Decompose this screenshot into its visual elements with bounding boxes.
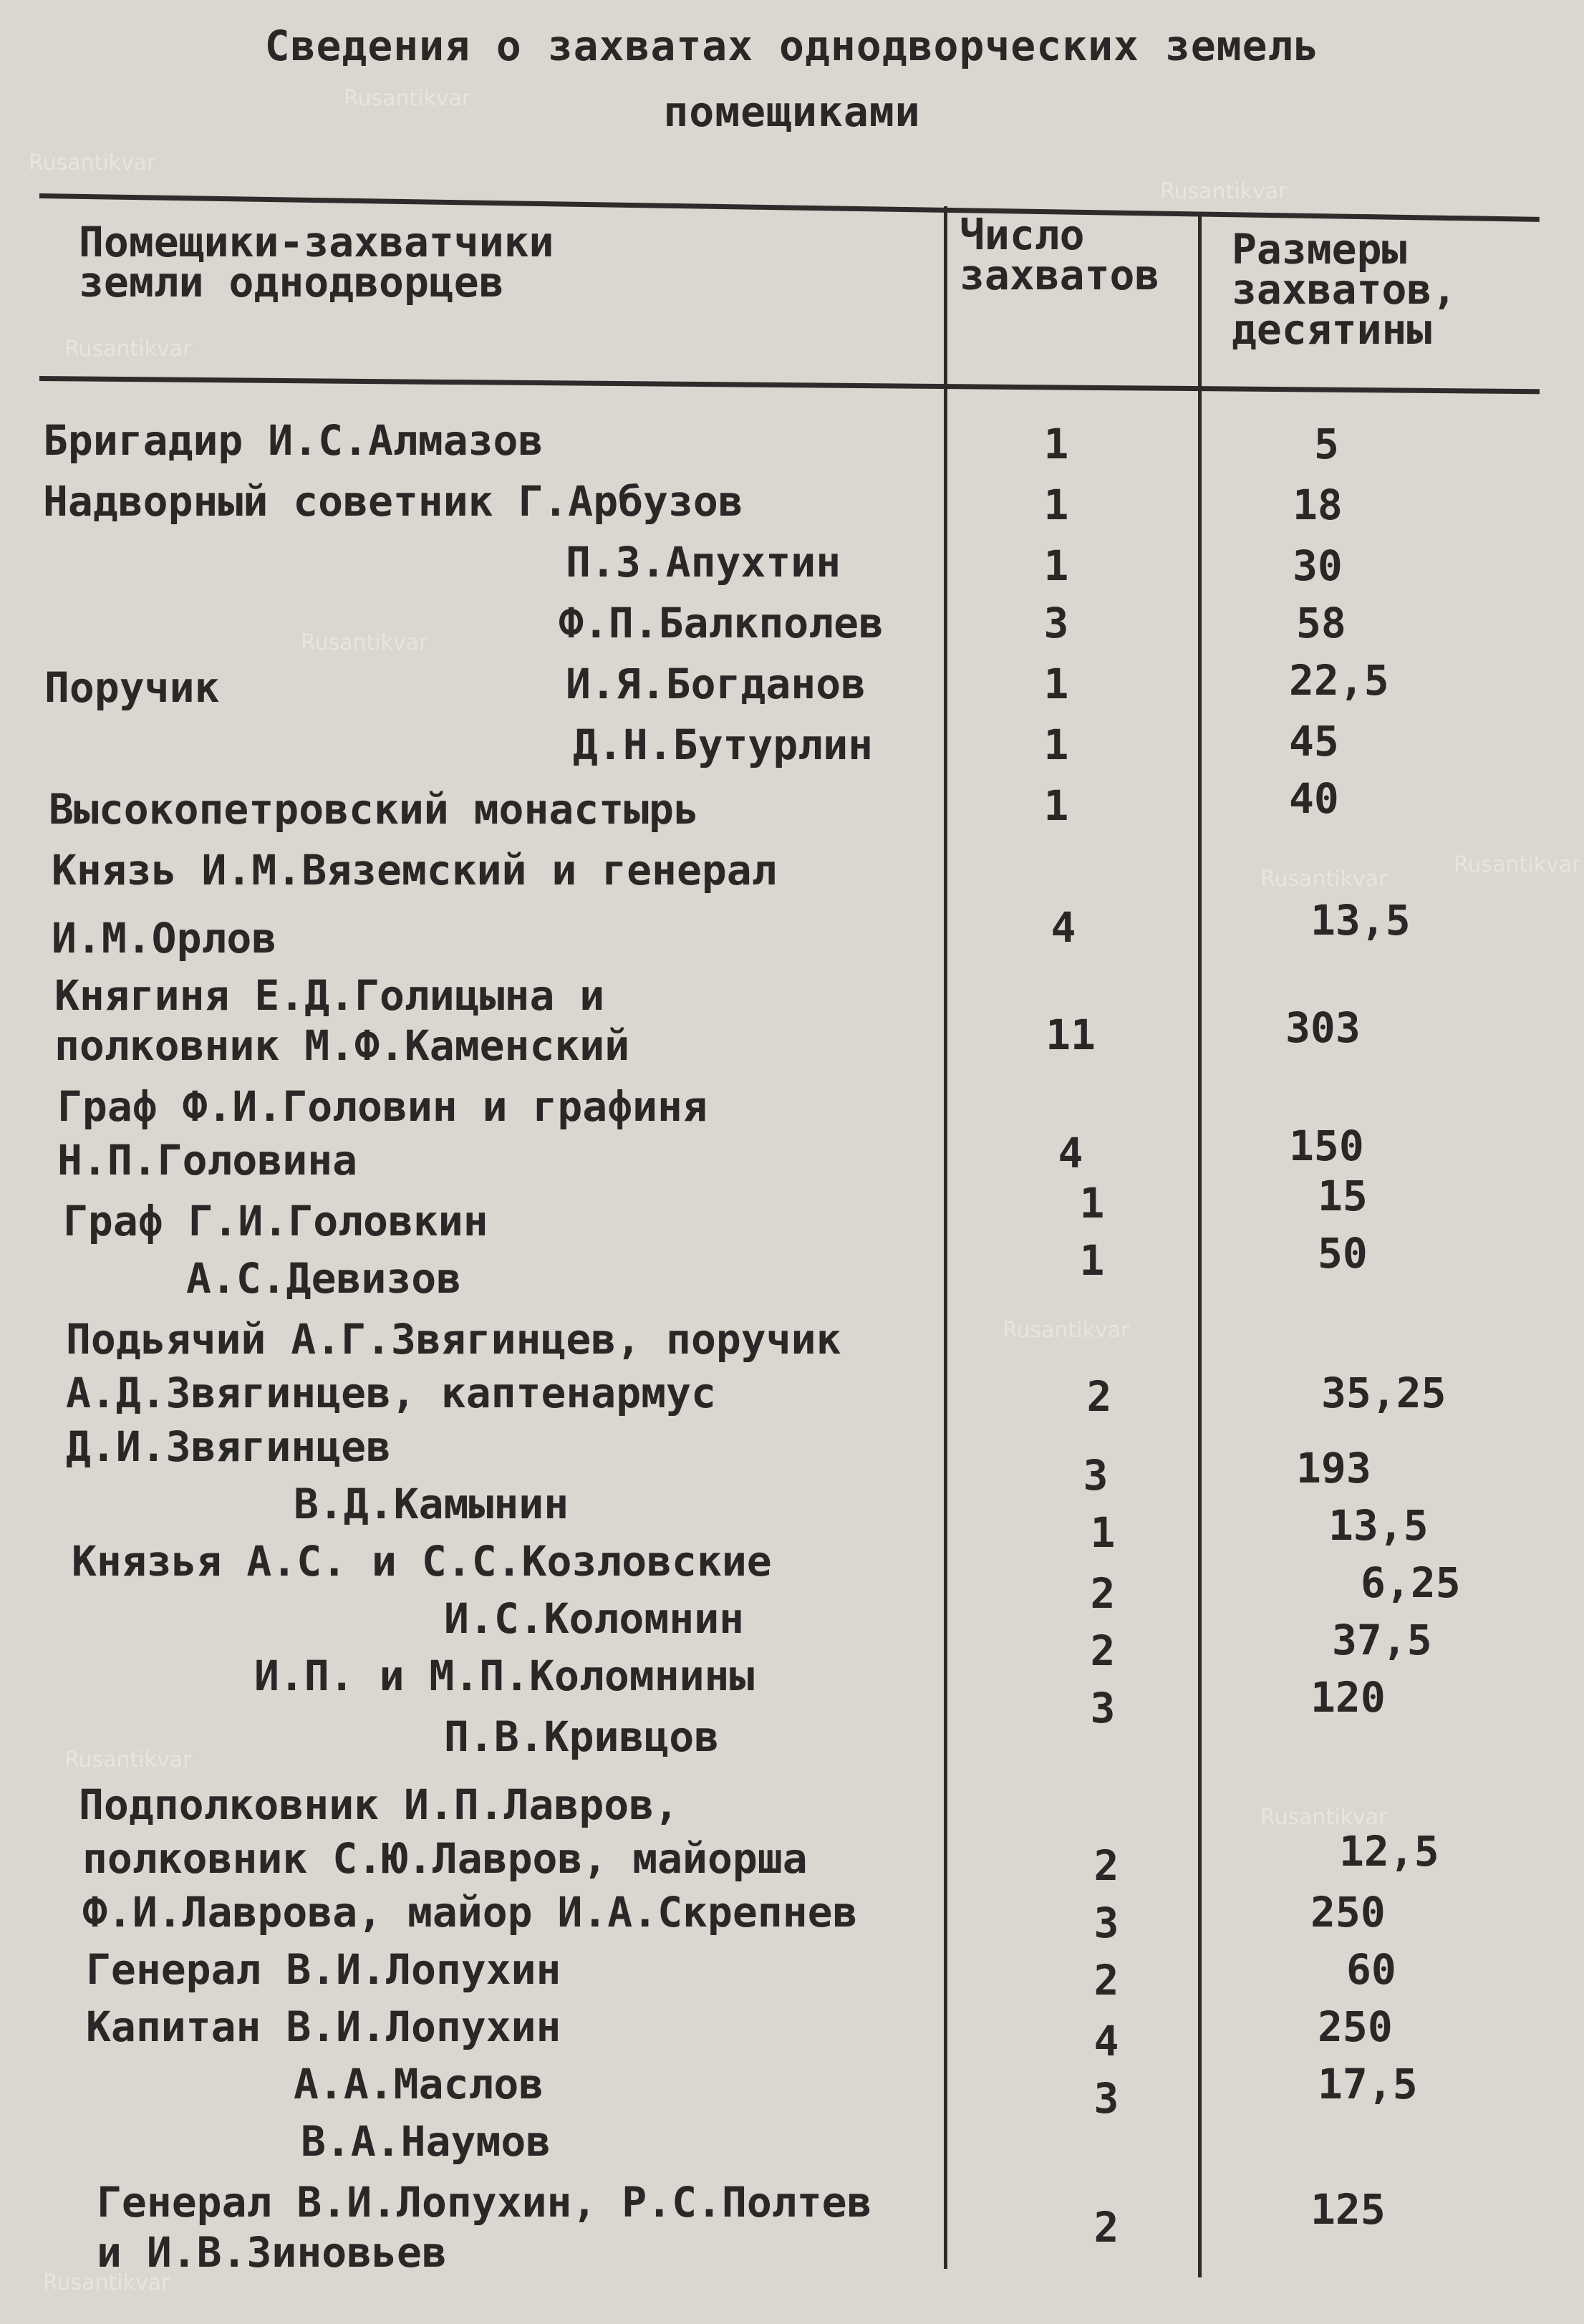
owner-cell: Надворный советник Г.Арбузов [43, 477, 743, 526]
owner-cell: А.А.Маслов [294, 2060, 544, 2108]
count-cell: 1 [1079, 1179, 1105, 1228]
owner-cell: Д.И.Звягинцев [66, 1422, 391, 1471]
header-size-line: Размеры [1232, 225, 1407, 274]
size-cell: 30 [1293, 541, 1343, 590]
size-cell: 22,5 [1289, 656, 1389, 705]
document-title-line2: помещиками [663, 87, 921, 136]
header-owners [79, 218, 554, 307]
size-cell: 303 [1285, 1003, 1361, 1052]
watermark: Rusantikvar [344, 86, 471, 111]
owner-cell: П.В.Кривцов [444, 1712, 720, 1761]
header-owners-line: Помещики-захватчики [79, 218, 554, 266]
count-cell: 4 [1093, 2017, 1119, 2065]
size-cell: 58 [1296, 599, 1346, 647]
size-cell: 13,5 [1328, 1501, 1429, 1550]
owner-cell: Д.Н.Бутурлин [573, 720, 874, 769]
owner-cell: А.С.Девизов [186, 1254, 462, 1303]
owner-cell: В.Д.Камынин [294, 1480, 569, 1528]
watermark: Rusantikvar [43, 2270, 170, 2295]
size-cell: 125 [1310, 2185, 1386, 2234]
count-cell: 3 [1083, 1451, 1109, 1500]
count-cell: 4 [1058, 1129, 1083, 1177]
count-cell: 11 [1045, 1011, 1096, 1059]
count-cell: 2 [1090, 1626, 1116, 1675]
owner-cell: Подьячий А.Г.Звягинцев, поручик [66, 1315, 841, 1364]
header-count-line: Число [960, 211, 1085, 259]
watermark: Rusantikvar [301, 630, 428, 655]
watermark: Rusantikvar [64, 1747, 192, 1773]
count-cell: 1 [1079, 1236, 1105, 1285]
count-cell: 2 [1090, 1569, 1116, 1618]
count-cell: 1 [1043, 781, 1069, 830]
count-cell: 2 [1093, 1841, 1119, 1890]
column-divider-1 [944, 206, 947, 2269]
size-cell: 18 [1293, 481, 1343, 529]
table-header-rule [39, 376, 1540, 394]
size-cell: 17,5 [1318, 2060, 1418, 2108]
document-title: Сведения о захватах однодворческих земель [264, 21, 1320, 70]
count-cell: 1 [1043, 720, 1069, 769]
owner-cell: Капитан В.И.Лопухин [86, 2002, 561, 2051]
owner-cell: Поручик [44, 663, 220, 712]
size-cell: 150 [1289, 1122, 1364, 1170]
size-cell: 120 [1310, 1673, 1386, 1722]
size-cell: 60 [1346, 1945, 1396, 1994]
owner-cell: Н.П.Головина [57, 1136, 358, 1185]
header-count-line: захватов [960, 251, 1160, 299]
owner-cell: П.З.Апухтин [566, 538, 841, 587]
count-cell: 3 [1090, 1684, 1116, 1732]
watermark: Rusantikvar [1454, 852, 1581, 877]
size-cell: 250 [1318, 2002, 1393, 2051]
column-divider-2 [1198, 215, 1202, 2277]
owner-cell: Высокопетровский монастырь [49, 785, 699, 834]
size-cell: 40 [1289, 774, 1339, 823]
owner-cell: Ф.И.Лаврова, майор И.А.Скрепнев [82, 1888, 858, 1937]
size-cell: 45 [1289, 717, 1339, 766]
header-size [1232, 225, 1457, 354]
size-cell: 50 [1318, 1229, 1368, 1278]
owner-cell: Генерал В.И.Лопухин [86, 1945, 561, 1994]
size-cell: 15 [1318, 1172, 1368, 1220]
count-cell: 1 [1090, 1508, 1116, 1557]
owner-cell: Граф Г.И.Головкин [63, 1197, 488, 1245]
size-cell: 13,5 [1310, 896, 1411, 945]
owner-cell: Княгиня Е.Д.Голицына и [54, 971, 605, 1020]
owner-cell: Генерал В.И.Лопухин, Р.С.Полтев [97, 2178, 872, 2227]
watermark: Rusantikvar [64, 337, 192, 362]
count-cell: 2 [1093, 2203, 1119, 2252]
header-count [960, 211, 1160, 299]
watermark: Rusantikvar [1260, 1805, 1388, 1830]
owner-cell: полковник С.Ю.Лавров, майорша [82, 1834, 808, 1883]
count-cell: 3 [1093, 2074, 1119, 2123]
size-cell: 35,25 [1321, 1369, 1447, 1417]
owner-cell: И.Я.Богданов [566, 660, 866, 708]
size-cell: 37,5 [1332, 1616, 1432, 1664]
owner-cell: Граф Ф.И.Головин и графиня [57, 1082, 708, 1131]
watermark: Rusantikvar [29, 150, 156, 175]
header-size-line: десятины [1232, 305, 1432, 354]
owner-cell: И.М.Орлов [52, 914, 277, 963]
count-cell: 1 [1043, 660, 1069, 708]
count-cell: 1 [1043, 481, 1069, 529]
owner-cell: А.Д.Звягинцев, каптенармус [66, 1369, 716, 1417]
count-cell: 2 [1093, 1956, 1119, 2005]
size-cell: 12,5 [1339, 1827, 1439, 1876]
watermark: Rusantikvar [1260, 867, 1388, 892]
count-cell: 2 [1086, 1372, 1112, 1421]
watermark: Rusantikvar [1003, 1318, 1130, 1343]
owner-cell: И.С.Коломнин [444, 1594, 745, 1643]
owner-cell: И.П. и М.П.Коломнины [254, 1652, 755, 1700]
count-cell: 4 [1051, 903, 1076, 952]
owner-cell: Ф.П.Балкполев [559, 599, 884, 647]
owner-cell: В.А.Наумов [301, 2117, 551, 2166]
owner-cell: Князь И.М.Вяземский и генерал [52, 846, 777, 895]
count-cell: 3 [1043, 599, 1069, 647]
size-cell: 6,25 [1361, 1558, 1461, 1607]
size-cell: 5 [1314, 420, 1339, 468]
owner-cell: и И.В.Зиновьев [97, 2228, 447, 2277]
owner-cell: Бригадир И.С.Алмазов [43, 416, 544, 465]
owner-cell: полковник М.Ф.Каменский [54, 1021, 630, 1070]
header-owners-line: земли однодворцев [79, 258, 504, 307]
owner-cell: Князья А.С. и С.С.Козловские [72, 1537, 772, 1586]
size-cell: 250 [1310, 1888, 1386, 1937]
header-size-line: захватов, [1232, 265, 1457, 314]
count-cell: 1 [1043, 420, 1069, 468]
watermark: Rusantikvar [1160, 179, 1288, 204]
size-cell: 193 [1296, 1444, 1371, 1493]
count-cell: 1 [1043, 541, 1069, 590]
owner-cell: Подполковник И.П.Лавров, [79, 1780, 680, 1829]
count-cell: 3 [1093, 1899, 1119, 1947]
